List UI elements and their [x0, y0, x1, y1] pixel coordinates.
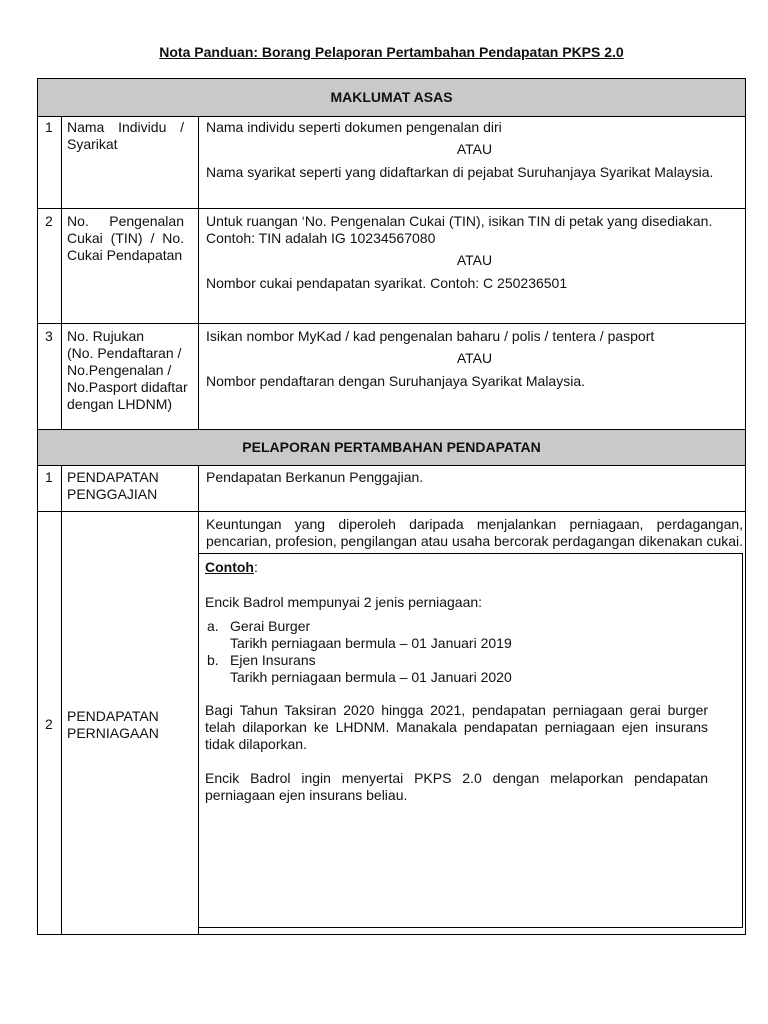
description-paragraph: [199, 516, 745, 550]
table-row: [38, 465, 745, 511]
field-label-line: dengan LHDNM): [67, 396, 173, 412]
list-item: [205, 652, 708, 669]
list-item-name: Ejen Insurans: [230, 652, 316, 668]
example-intro: Encik Badrol mempunyai 2 jenis perniagaan:: [205, 594, 483, 610]
table-row: [38, 323, 745, 429]
example-paragraph: [205, 770, 708, 804]
or-separator: ATAU: [456, 141, 493, 157]
field-label-line: PERNIAGAAN: [67, 724, 159, 741]
description-line: Untuk ruangan ‘No. Pengenalan Cukai (TIN), isikan TIN di petak yang disediakan.: [206, 213, 713, 229]
example-heading-suffix: :: [253, 559, 258, 575]
description-line: pencarian, profesion, pengilangan atau usaha bercorak perdagangan dikenakan cukai.: [206, 533, 744, 549]
description-line: Nombor pendaftaran dengan Suruhanjaya Syarikat Malaysia.: [206, 373, 586, 389]
field-label-line: No.Pasport didaftar: [67, 379, 188, 395]
description-line: Keuntungan yang diperoleh daripada menjalankan perniagaan, perdagangan,: [206, 516, 744, 532]
section-header-pelaporan: [38, 429, 745, 465]
field-description: [198, 466, 745, 511]
list-item-name: Gerai Burger: [230, 618, 311, 634]
table-row: [38, 208, 745, 323]
section-header-maklumat-asas: [38, 79, 745, 116]
table-row: [38, 511, 745, 934]
field-label-line: Cukai Pendapatan: [67, 247, 183, 263]
paragraph-line: Encik Badrol ingin menyertai PKPS 2.0 dengan melaporkan pendapatan: [205, 770, 709, 786]
guide-table: [37, 78, 746, 935]
description-line: Contoh: TIN adalah IG 10234567080: [206, 230, 436, 246]
field-label-line: PENGGAJIAN: [67, 486, 158, 502]
example-box: [199, 553, 743, 928]
field-label-line: Cukai (TIN) / No.: [67, 230, 184, 246]
field-description: [198, 324, 745, 429]
section-heading: MAKLUMAT ASAS: [330, 89, 453, 105]
field-description: [198, 117, 745, 208]
paragraph-line: perniagaan ejen insurans beliau.: [205, 787, 408, 803]
table-row: [38, 116, 745, 208]
list-item-detail: Tarikh perniagaan bermula – 01 Januari 2019: [230, 635, 512, 651]
example-heading-text: Contoh: [205, 559, 254, 575]
description-line: Nama syarikat seperti yang didaftarkan di pejabat Suruhanjaya Syarikat Malaysia.: [206, 164, 714, 180]
field-label-line: Syarikat: [67, 136, 118, 152]
description-line: Nama individu seperti dokumen pengenalan diri: [206, 119, 502, 135]
list-marker: a.: [207, 618, 219, 634]
description-line: Pendapatan Berkanun Penggajian.: [206, 469, 424, 485]
paragraph-line: Bagi Tahun Taksiran 2020 hingga 2021, pendapatan perniagaan gerai burger: [205, 702, 709, 718]
field-label-line: (No. Pendaftaran /: [67, 345, 182, 361]
field-description: [198, 209, 745, 323]
description-line: Isikan nombor MyKad / kad pengenalan baharu / polis / tentera / pasport: [206, 328, 655, 344]
row-number-text: 2: [45, 716, 53, 732]
field-label-line: PENDAPATAN: [67, 469, 159, 485]
list-item: [205, 618, 708, 635]
row-number: 3: [45, 328, 53, 344]
field-label-line: No. Rujukan: [67, 328, 145, 344]
example-paragraph: [205, 702, 708, 753]
description-line: Nombor cukai pendapatan syarikat. Contoh: C 250236501: [206, 275, 568, 291]
field-label-line: No.Pengenalan /: [67, 362, 172, 378]
or-separator: ATAU: [456, 350, 493, 366]
field-label-line: Nama Individu /: [67, 119, 184, 135]
field-description: [198, 512, 745, 934]
field-label-line: No. Pengenalan: [67, 213, 184, 229]
example-heading: [205, 559, 708, 576]
field-label-line: PENDAPATAN: [67, 707, 159, 724]
row-number: 1: [45, 469, 53, 485]
list-marker: b.: [207, 652, 219, 668]
list-item-detail: Tarikh perniagaan bermula – 01 Januari 2020: [230, 669, 512, 685]
paragraph-line: telah dilaporkan ke LHDNM. Manakala pendapatan perniagaan ejen insurans: [205, 719, 709, 735]
row-number: 2: [45, 213, 53, 229]
page-title: Nota Panduan: Borang Pelaporan Pertambahan Pendapatan PKPS 2.0: [159, 44, 624, 60]
field-label: [61, 466, 198, 511]
section-heading: PELAPORAN PERTAMBAHAN PENDAPATAN: [242, 439, 541, 455]
or-separator: ATAU: [456, 252, 493, 268]
field-label: [61, 117, 198, 208]
paragraph-line: tidak dilaporkan.: [205, 736, 307, 752]
field-label: [61, 324, 198, 429]
field-label: [61, 209, 198, 323]
field-label: [61, 512, 198, 934]
row-number: 1: [45, 119, 53, 135]
row-number: [38, 512, 61, 934]
